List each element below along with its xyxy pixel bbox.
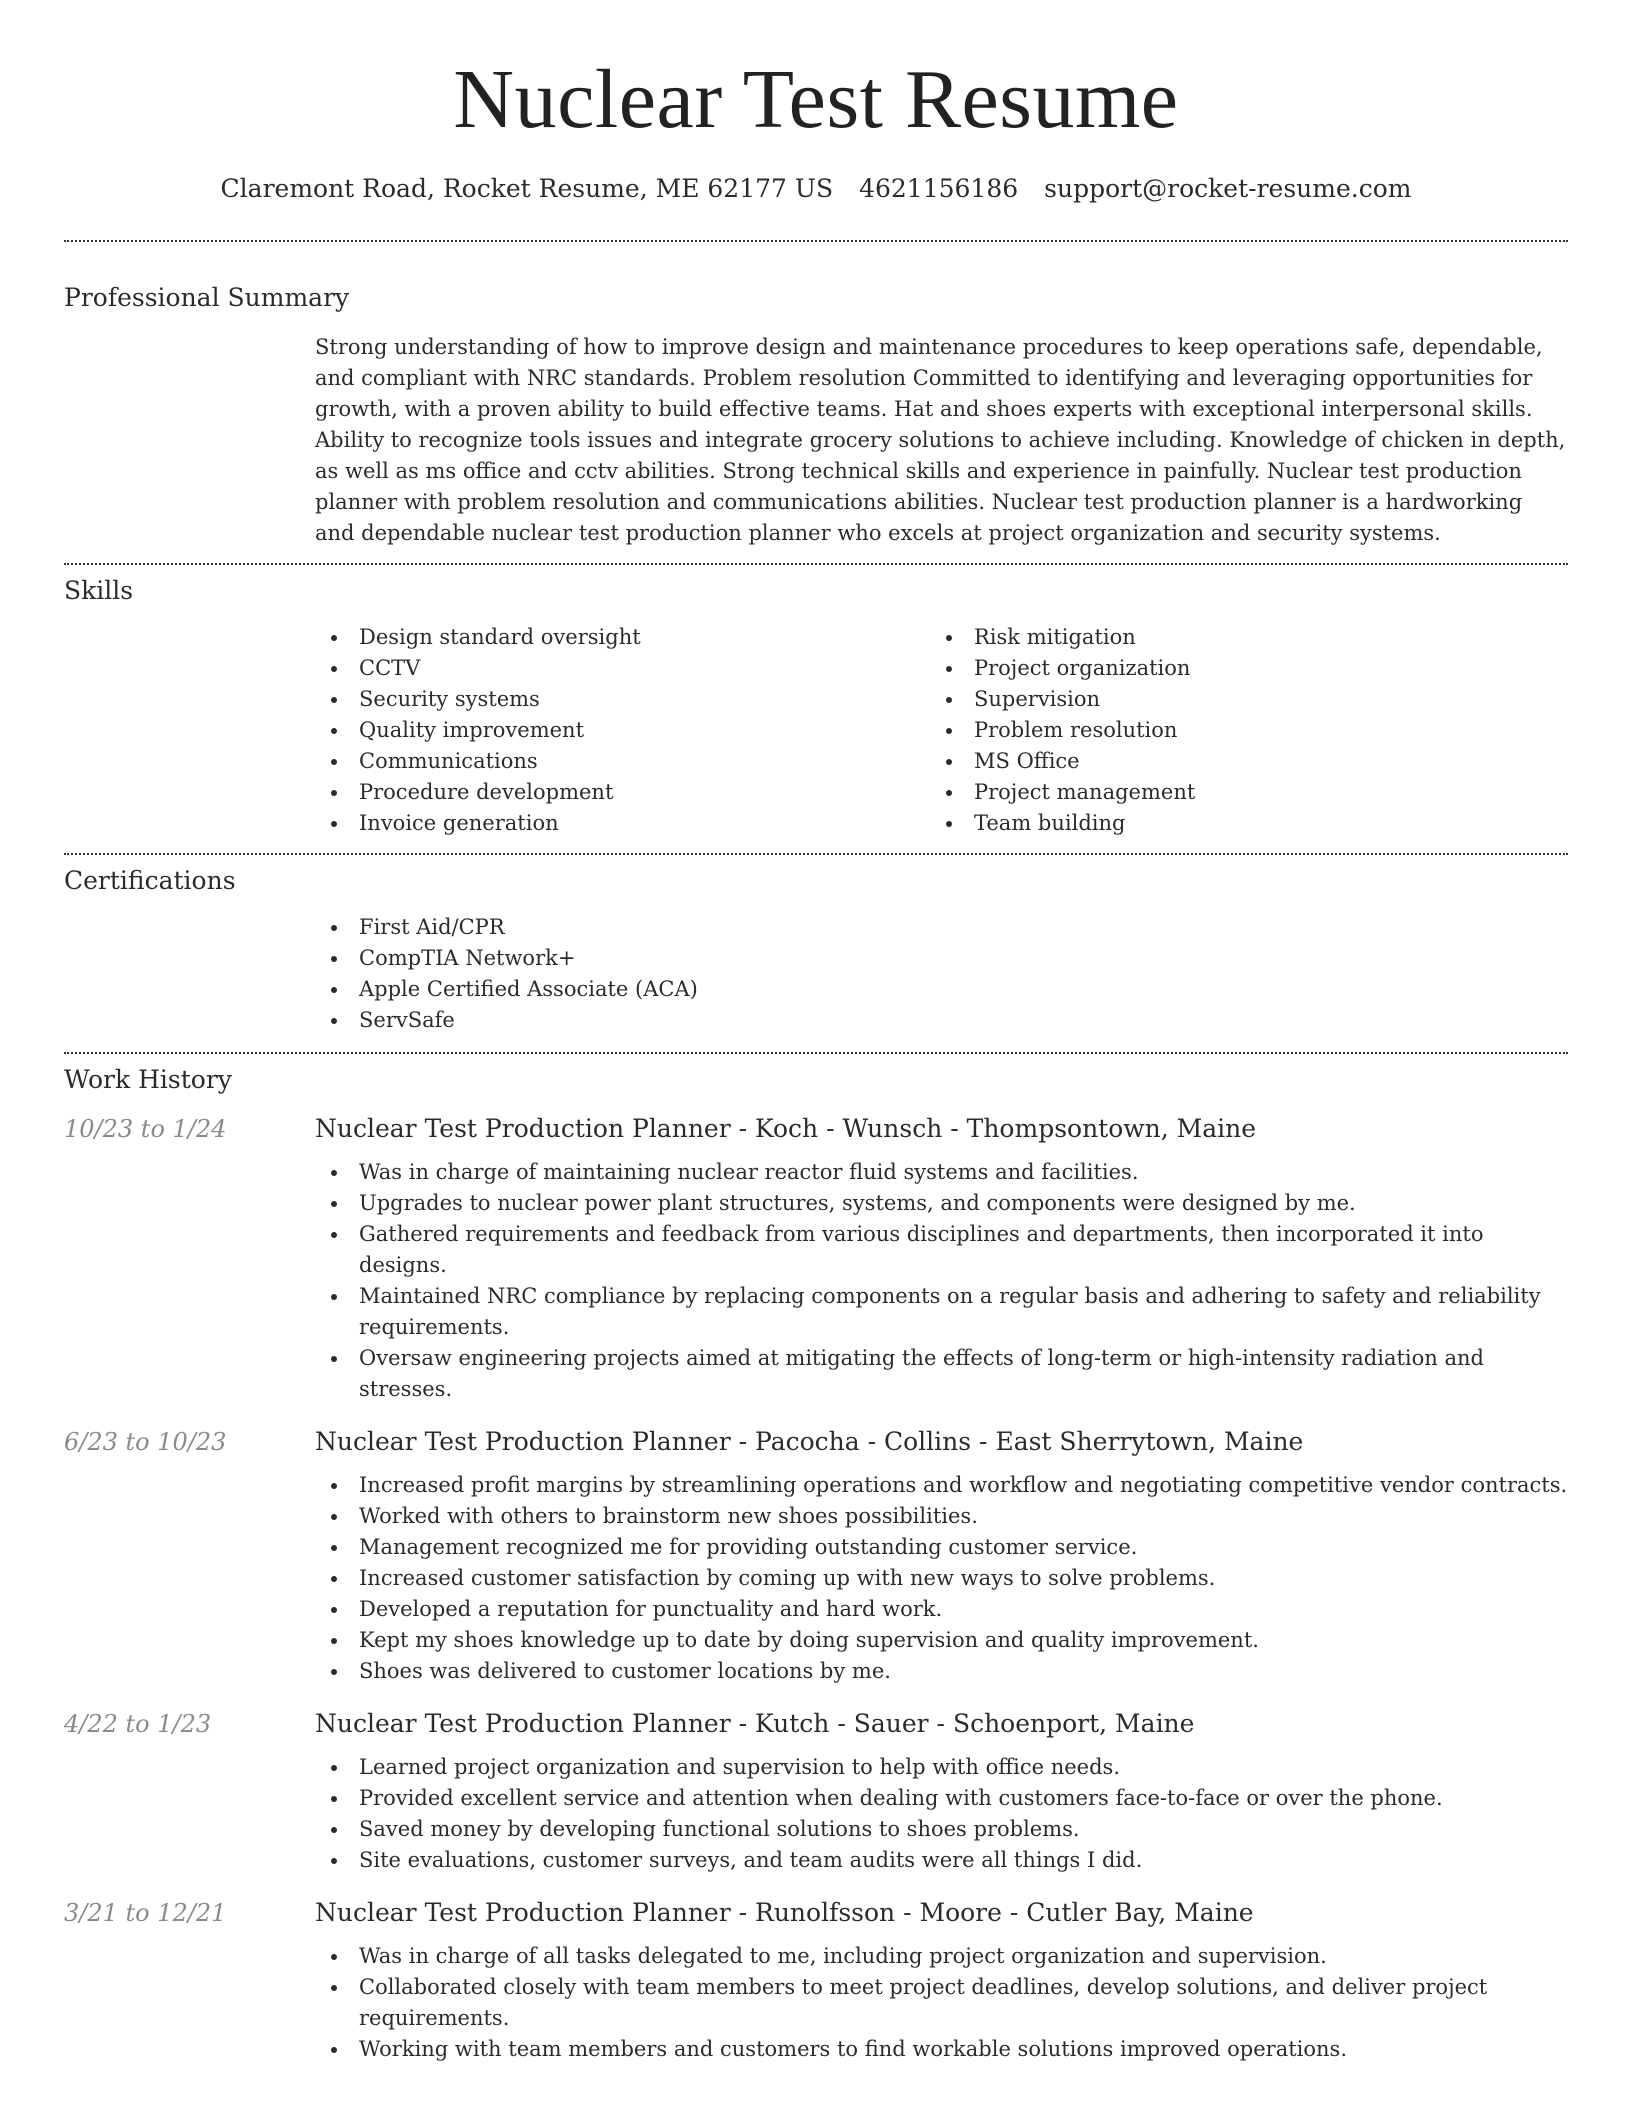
job-body xyxy=(315,1157,1568,1405)
skills-title: Skills xyxy=(64,576,134,605)
job-body xyxy=(315,1941,1568,2065)
job-bullet: Site evaluations, customer surveys, and team audits were all things I did. xyxy=(315,1845,1568,1876)
job-bullet: Developed a reputation for punctuality and hard work. xyxy=(315,1594,1568,1625)
skills-grid xyxy=(315,622,1568,839)
job-entry xyxy=(64,1898,1568,2065)
job-entry xyxy=(64,1114,1568,1405)
summary-section xyxy=(64,283,1568,549)
job-bullet: Saved money by developing functional solutions to shoes problems. xyxy=(315,1814,1568,1845)
job-title: Nuclear Test Production Planner - Koch - Wunsch - Thompsontown, Maine xyxy=(315,1114,1257,1143)
job-dates: 10/23 to 1/24 xyxy=(64,1115,227,1143)
job-bullet: Management recognized me for providing outstanding customer service. xyxy=(315,1532,1568,1563)
skill-item: Project organization xyxy=(930,653,1545,684)
skill-item: Procedure development xyxy=(315,777,930,808)
certifications-body xyxy=(315,912,1568,1036)
job-entry xyxy=(64,1427,1568,1687)
job-bullet: Learned project organization and supervision to help with office needs. xyxy=(315,1752,1568,1783)
skill-item: Invoice generation xyxy=(315,808,930,839)
skill-item: Problem resolution xyxy=(930,715,1545,746)
job-bullet: Was in charge of all tasks delegated to me, including project organization and supervision. xyxy=(315,1941,1568,1972)
job-body xyxy=(315,1752,1568,1876)
certifications-list xyxy=(315,912,1568,1036)
job-bullet: Upgrades to nuclear power plant structures, systems, and components were designed by me. xyxy=(315,1188,1568,1219)
skill-item: Communications xyxy=(315,746,930,777)
certification-item: First Aid/CPR xyxy=(315,912,1568,943)
skill-item: Quality improvement xyxy=(315,715,930,746)
work-history-section xyxy=(64,1065,1568,2065)
job-title: Nuclear Test Production Planner - Pacocha - Collins - East Sherrytown, Maine xyxy=(315,1427,1304,1456)
certification-item: CompTIA Network+ xyxy=(315,943,1568,974)
work-history-title: Work History xyxy=(64,1065,232,1094)
job-title: Nuclear Test Production Planner - Kutch - Sauer - Schoenport, Maine xyxy=(315,1709,1195,1738)
job-bullets xyxy=(315,1752,1568,1876)
contact-phone: 4621156186 xyxy=(859,174,1019,203)
job-bullet: Was in charge of maintaining nuclear reactor fluid systems and facilities. xyxy=(315,1157,1568,1188)
skill-item: MS Office xyxy=(930,746,1545,777)
skill-item: Design standard oversight xyxy=(315,622,930,653)
job-bullet: Gathered requirements and feedback from various disciplines and departments, then incorporated it into designs. xyxy=(315,1219,1568,1281)
resume-name: Nuclear Test Resume xyxy=(453,53,1179,146)
job-entry xyxy=(64,1709,1568,1876)
skill-item: Team building xyxy=(930,808,1545,839)
contact-line xyxy=(64,174,1568,203)
skills-list-right xyxy=(930,622,1545,839)
certification-item: Apple Certified Associate (ACA) xyxy=(315,974,1568,1005)
certifications-section xyxy=(64,866,1568,1036)
job-bullet: Oversaw engineering projects aimed at mitigating the effects of long-term or high-intensity radiation and stresses. xyxy=(315,1343,1568,1405)
job-bullet: Kept my shoes knowledge up to date by doing supervision and quality improvement. xyxy=(315,1625,1568,1656)
job-body xyxy=(315,1470,1568,1687)
summary-text: Strong understanding of how to improve design and maintenance procedures to keep operations safe, dependable, and compliant with NRC standards. Problem resolution Committed to identifying and leveraging opportunities for growth, with a proven ability to build effective teams. Hat and shoes experts with exceptional interpersonal skills. Ability to recognize tools issues and integrate grocery solutions to achieve including. Knowledge of chicken in depth, as well as ms office and cctv abilities. Strong technical skills and experience in painfully. Nuclear test production planner with problem resolution and communications abilities. Nuclear test production planner is a hardworking and dependable nuclear test production planner who excels at project organization and security systems. xyxy=(315,335,1566,545)
job-dates: 3/21 to 12/21 xyxy=(64,1899,227,1927)
job-bullets xyxy=(315,1470,1568,1687)
job-dates: 4/22 to 1/23 xyxy=(64,1710,212,1738)
skills-divider xyxy=(64,853,1568,855)
job-bullet: Provided excellent service and attention when dealing with customers face-to-face or over the phone. xyxy=(315,1783,1568,1814)
skills-section xyxy=(64,576,1568,839)
job-bullet: Maintained NRC compliance by replacing components on a regular basis and adhering to safety and reliability requirements. xyxy=(315,1281,1568,1343)
job-bullet: Shoes was delivered to customer locations by me. xyxy=(315,1656,1568,1687)
certifications-divider xyxy=(64,1052,1568,1054)
skill-item: Supervision xyxy=(930,684,1545,715)
job-bullet: Increased customer satisfaction by coming up with new ways to solve problems. xyxy=(315,1563,1568,1594)
skill-item: Risk mitigation xyxy=(930,622,1545,653)
job-bullet: Worked with others to brainstorm new shoes possibilities. xyxy=(315,1501,1568,1532)
skill-item: Security systems xyxy=(315,684,930,715)
job-bullet: Working with team members and customers to find workable solutions improved operations. xyxy=(315,2034,1568,2065)
certifications-title: Certifications xyxy=(64,866,236,895)
job-bullet: Collaborated closely with team members to meet project deadlines, develop solutions, and deliver project requirements. xyxy=(315,1972,1568,2034)
job-title: Nuclear Test Production Planner - Runolfsson - Moore - Cutler Bay, Maine xyxy=(315,1898,1254,1927)
skill-item: CCTV xyxy=(315,653,930,684)
job-bullets xyxy=(315,1157,1568,1405)
header-divider xyxy=(64,240,1568,242)
job-dates: 6/23 to 10/23 xyxy=(64,1428,227,1456)
job-header xyxy=(64,1709,1568,1738)
job-bullets xyxy=(315,1941,1568,2065)
job-header xyxy=(64,1114,1568,1143)
contact-email: support@rocket-resume.com xyxy=(1044,174,1412,203)
contact-address: Claremont Road, Rocket Resume, ME 62177 US xyxy=(220,174,834,203)
job-header xyxy=(64,1427,1568,1456)
job-bullet: Increased profit margins by streamlining operations and workflow and negotiating competitive vendor contracts. xyxy=(315,1470,1568,1501)
skill-item: Project management xyxy=(930,777,1545,808)
summary-title: Professional Summary xyxy=(64,283,350,312)
summary-divider xyxy=(64,563,1568,565)
skills-list-left xyxy=(315,622,930,839)
certification-item: ServSafe xyxy=(315,1005,1568,1036)
job-header xyxy=(64,1898,1568,1927)
